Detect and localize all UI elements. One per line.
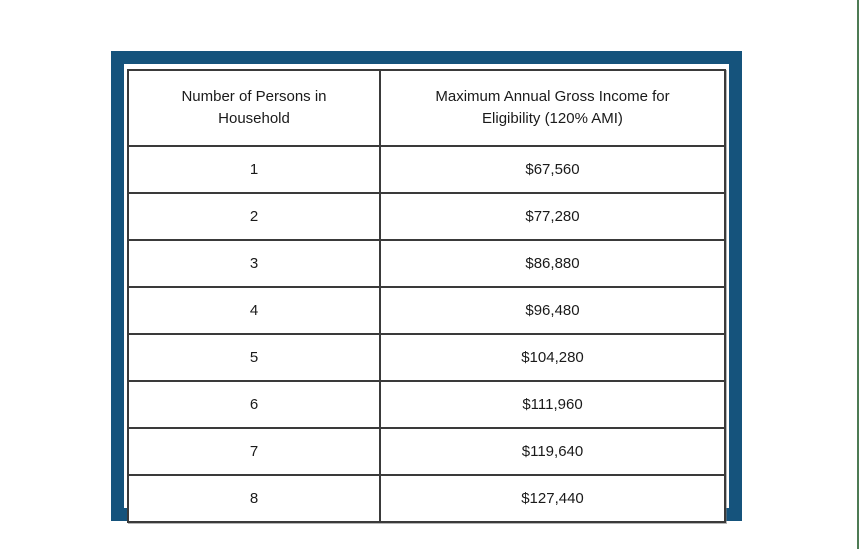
income-cell: $104,280 — [380, 334, 725, 381]
header-row — [128, 70, 725, 146]
household-size-cell: 7 — [128, 428, 380, 475]
table-row — [128, 240, 725, 287]
income-cell: $127,440 — [380, 475, 725, 522]
table-row — [128, 193, 725, 240]
header-income — [380, 70, 725, 146]
table-row — [128, 428, 725, 475]
table-row — [128, 334, 725, 381]
income-cell: $77,280 — [380, 193, 725, 240]
header-persons — [128, 70, 380, 146]
table-row — [128, 475, 725, 522]
household-size-cell: 4 — [128, 287, 380, 334]
income-cell: $96,480 — [380, 287, 725, 334]
household-size-cell: 6 — [128, 381, 380, 428]
household-size-cell: 2 — [128, 193, 380, 240]
household-size-cell: 8 — [128, 475, 380, 522]
header-income-label: Maximum Annual Gross Income for Eligibility (120% AMI) — [435, 88, 670, 127]
household-size-cell: 5 — [128, 334, 380, 381]
household-size-cell: 1 — [128, 146, 380, 193]
table-row — [128, 146, 725, 193]
table-row — [128, 287, 725, 334]
income-cell: $111,960 — [380, 381, 725, 428]
header-persons-label: Number of Persons in Household — [181, 88, 327, 127]
table-row — [128, 381, 725, 428]
income-cell: $86,880 — [380, 240, 725, 287]
income-cell: $119,640 — [380, 428, 725, 475]
household-size-cell: 3 — [128, 240, 380, 287]
income-cell: $67,560 — [380, 146, 725, 193]
income-eligibility-table — [127, 69, 726, 523]
